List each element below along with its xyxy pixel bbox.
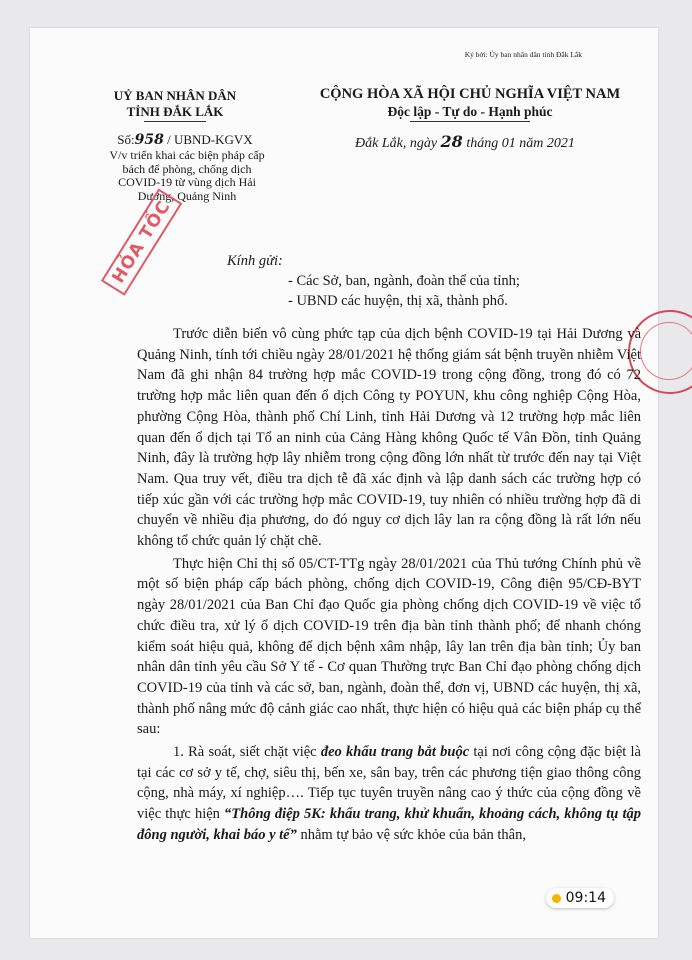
nation-motto: Độc lập - Tự do - Hạnh phúc [387,104,553,119]
issuing-organization [100,88,250,122]
urgent-stamp: HỎA TỐC [101,188,183,296]
doc-number-prefix: Số: [117,132,135,147]
time-text: 09:14 [565,890,606,906]
document-body [137,324,641,848]
recipient-item: - UBND các huyện, thị xã, thành phố. [288,293,508,309]
national-motto [315,86,625,122]
place-prefix: Đắk Lắk, ngày [355,136,438,151]
p3-text: 1. Rà soát, siết chặt việc [173,744,321,761]
document-subject: V/v triển khai các biện pháp cấp bách để phòng, chống dịch COVID-19 từ vùng dịch Hải Dương, Quảng Ninh [109,148,265,203]
paragraph-3 [137,742,641,846]
time-badge [546,888,614,908]
nation-title: CỘNG HÒA XÃ HỘI CHỦ NGHĨA VIỆT NAM [319,86,621,102]
place-and-date [355,132,575,152]
org-line-2: TỈNH ĐẮK LẮK [126,104,224,119]
p3-text-cont: tại nơi công cộng đặc biệt là tại các cơ sở y tế, chợ, siêu thị, bến xe, sân bay, trên các phương tiện giao thông công cộng, nhà máy, xí nghiệp…. Tiếp tục tuyên truyền nâng cao ý thức của cộng đồng về việc thực hiện [137,744,641,823]
org-underline [144,121,206,122]
recipient-item: - Các Sở, ban, ngành, đoàn thể của tỉnh; [288,273,520,289]
digital-signer-note: Ký bởi: Ủy ban nhân dân tỉnh Đắk Lắk [464,50,582,59]
p3-emphasis-mask: đeo khẩu trang bắt buộc [320,744,470,761]
recipient-list [288,271,520,311]
paragraph-2: Thực hiện Chỉ thị số 05/CT-TTg ngày 28/01/2021 của Thủ tướng Chính phủ về một số biện pháp cấp bách phòng, chống dịch COVID-19, Công điện 95/CĐ-BYT ngày 28/01/2021 của Ban Chỉ đạo Quốc gia phòng chống dịch COVID-19 về việc tổ chức điều tra, xử lý ổ dịch COVID-19 trên địa bàn tỉnh thành phố; để nhanh chóng kiểm soát hiệu quả, không để dịch bệnh xâm nhập, lây lan trên địa bàn tỉnh; Ủy ban nhân dân tỉnh yêu cầu Sở Y tế - Cơ quan Thường trực Ban Chỉ đạo phòng chống dịch COVID-19 của tỉnh và các sở, ban, ngành, đoàn thể, đơn vị, UBND các huyện, thị xã, thành phố nâng mức độ cảnh giác cao nhất, thực hiện có hiệu quả các biện pháp cụ thể sau: [137,555,641,738]
doc-number-handwritten: 958 [134,132,164,148]
doc-number-suffix: / UBND-KGVX [167,132,253,147]
place-suffix: tháng 01 năm 2021 [466,136,575,151]
org-line-1: UỶ BAN NHÂN DÂN [113,88,237,103]
addressee-label: Kính gửi: [227,253,283,269]
p3-text-end: nhằm tự bảo vệ sức khỏe của bản thân, [296,826,526,843]
clock-dot-icon [552,894,561,903]
document-page [30,28,658,938]
p3-emphasis-5k: “Thông điệp 5K: khẩu trang, khử khuẩn, khoảng cách, không tụ tập đông người, khai báo y tế” [137,806,641,843]
date-day-handwritten: 28 [440,132,463,151]
motto-underline [410,121,530,122]
paragraph-1: Trước diễn biến vô cùng phức tạp của dịch bệnh COVID-19 tại Hải Dương và Quảng Ninh, tính tới chiều ngày 28/01/2021 hệ thống giám sát bệnh truyền nhiễm Việt Nam đã ghi nhận 84 trường hợp mắc COVID-19 trong cộng đồng, trong đó có 72 trường hợp mắc liên quan đến ổ dịch Công ty POYUN, khu công nghiệp Cộng Hòa, phường Cộng Hòa, thành phố Chí Linh, tỉnh Hải Dương và 12 trường hợp mắc liên quan đến ổ dịch tại Tổ an ninh của Cảng Hàng không Quốc tế Vân Đồn, tỉnh Quảng Ninh, đây là trường hợp lây nhiễm trong cộng đồng lớn nhất từ trước đến nay tại Việt Nam. Qua truy vết, điều tra dịch tễ đã xác định và lập danh sách các trường hợp có tiếp xúc gần với các trường hợp mắc COVID-19, tuy nhiên có nhiều trường hợp đã di chuyển về nhiều địa phương, do đó nguy cơ dịch lây lan ra cộng đồng là rất lớn nếu không tổ chức quản lý chặt chẽ. [137,326,641,550]
document-number [105,132,265,148]
